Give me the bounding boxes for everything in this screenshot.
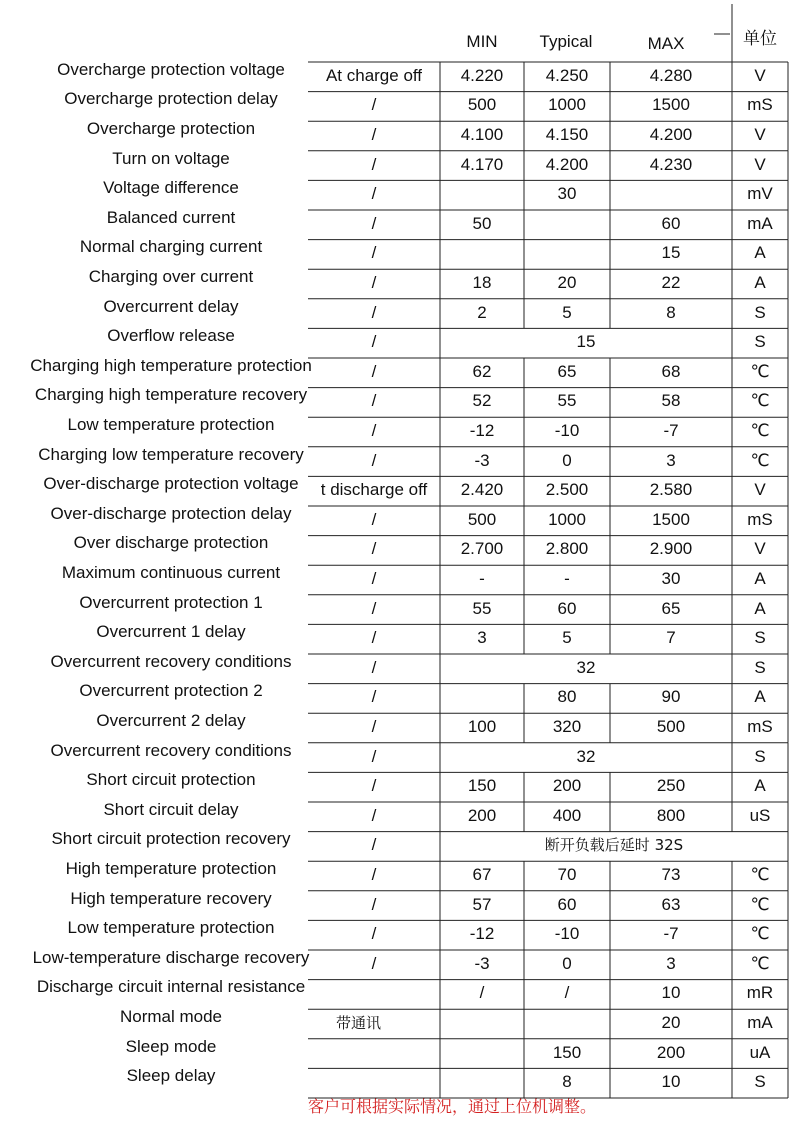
unit-cell: A	[754, 243, 766, 263]
max-value-cell: 15	[661, 243, 681, 263]
param-label: Low temperature protection	[67, 918, 275, 938]
condition-cell: /	[371, 865, 377, 884]
header-max: MAX	[647, 34, 685, 53]
typical-value-cell: 200	[552, 776, 582, 796]
max-value-cell: 20	[661, 1013, 681, 1032]
unit-cell: uS	[749, 805, 771, 825]
param-label: Overcurrent recovery conditions	[50, 740, 292, 760]
min-value-cell: 18	[472, 273, 492, 292]
condition-cell: /	[371, 391, 377, 411]
unit-cell: A	[754, 598, 766, 618]
min-value-cell: 4.100	[460, 125, 504, 144]
param-label: Over discharge protection	[73, 533, 269, 553]
typical-value-cell: -10	[554, 421, 580, 440]
condition-cell: /	[371, 953, 377, 973]
typical-value-cell: 70	[557, 865, 577, 884]
unit-cell: ℃	[750, 953, 770, 973]
condition-cell: /	[371, 598, 377, 618]
typical-value-cell: 0	[562, 953, 572, 973]
min-value-cell: 2.700	[460, 539, 504, 559]
unit-cell: ℃	[750, 361, 770, 381]
typical-value-cell: 65	[557, 361, 577, 381]
max-value-cell: -7	[663, 924, 679, 944]
param-label: Overcharge protection voltage	[57, 59, 285, 79]
unit-cell: ℃	[750, 924, 770, 944]
condition-cell: /	[371, 894, 377, 914]
unit-cell: V	[754, 539, 766, 559]
typical-value-cell: 2.500	[545, 480, 589, 500]
min-value-cell: -12	[469, 421, 495, 440]
max-value-cell: 1500	[652, 509, 690, 529]
max-value-cell: 250	[656, 776, 686, 796]
unit-cell: S	[754, 302, 766, 322]
param-label: Overcurrent 2 delay	[96, 711, 246, 730]
condition-cell: /	[371, 687, 377, 707]
max-value-cell: 22	[661, 273, 681, 292]
param-label: Overflow release	[107, 326, 235, 346]
min-value-cell: 57	[472, 894, 492, 914]
param-label: Discharge circuit internal resistance	[36, 977, 306, 997]
header-min: MIN	[466, 32, 498, 51]
unit-cell: ℃	[750, 450, 770, 470]
max-value-cell: 60	[661, 213, 681, 233]
condition-cell: /	[371, 805, 377, 825]
max-value-cell: 58	[661, 391, 681, 411]
param-label: Low-temperature discharge recovery	[32, 947, 310, 967]
unit-cell: S	[754, 628, 766, 648]
param-label: High temperature protection	[65, 859, 277, 878]
condition-cell: /	[371, 213, 377, 233]
typical-value-cell: 150	[552, 1042, 582, 1062]
max-value-cell: 3	[666, 450, 676, 470]
param-label: Overcurrent recovery conditions	[50, 651, 292, 671]
unit-cell: ℃	[750, 894, 770, 914]
header-unit: 单位	[743, 29, 777, 49]
min-value-cell: 100	[467, 717, 497, 736]
max-value-cell: 68	[661, 361, 681, 381]
condition-cell: /	[371, 509, 377, 529]
min-value-cell: -3	[474, 450, 490, 470]
min-value-cell: 52	[472, 391, 492, 411]
condition-cell: /	[371, 184, 377, 204]
param-label: Short circuit delay	[103, 799, 239, 819]
param-label: Charging high temperature recovery	[34, 385, 308, 405]
min-value-cell: 67	[472, 865, 492, 884]
unit-cell: ℃	[750, 865, 770, 884]
typical-value-cell: 4.200	[545, 154, 589, 174]
condition-cell: At charge off	[325, 65, 423, 85]
condition-cell: 带通讯	[336, 1014, 382, 1032]
max-value-cell: 3	[666, 953, 676, 973]
min-value-cell: -3	[474, 953, 490, 973]
max-value-cell: 90	[661, 687, 681, 707]
typical-value-cell: 5	[562, 302, 572, 322]
condition-cell: /	[371, 243, 377, 263]
max-value-cell: 10	[661, 983, 681, 1003]
condition-cell: /	[371, 717, 377, 736]
param-label: Overcurrent delay	[103, 296, 239, 316]
unit-cell: V	[754, 480, 766, 500]
condition-cell: /	[371, 539, 377, 559]
typical-value-cell: 55	[557, 391, 577, 411]
param-label: Short circuit protection recovery	[51, 829, 291, 849]
condition-cell: /	[371, 628, 377, 648]
unit-cell: A	[754, 687, 766, 707]
unit-cell: S	[754, 657, 766, 677]
typical-value-cell: 400	[552, 805, 582, 825]
param-label: Overcharge protection	[86, 119, 256, 138]
min-value-cell: 3	[477, 628, 487, 648]
min-value-cell: 4.220	[460, 65, 504, 85]
unit-cell: S	[754, 332, 766, 352]
condition-cell: /	[371, 154, 377, 174]
typical-value-cell: 1000	[548, 509, 586, 529]
max-value-cell: 2.580	[649, 480, 693, 500]
param-label: Charging high temperature protection	[30, 355, 312, 375]
param-label: Over-discharge protection delay	[50, 503, 292, 523]
condition-cell: /	[371, 746, 377, 766]
param-label: Low temperature protection	[67, 415, 275, 434]
min-value-cell: 55	[472, 598, 492, 618]
param-label: Sleep mode	[125, 1036, 217, 1056]
unit-cell: mS	[747, 95, 773, 115]
condition-cell: /	[371, 361, 377, 381]
header-typical: Typical	[539, 32, 593, 51]
condition-cell: /	[371, 332, 377, 352]
typical-value-cell: -10	[554, 924, 580, 944]
unit-cell: mV	[747, 184, 773, 204]
unit-cell: ℃	[750, 421, 770, 440]
param-label: Normal mode	[119, 1007, 223, 1026]
unit-cell: uA	[749, 1042, 771, 1062]
condition-cell: /	[371, 125, 377, 144]
max-value-cell: 10	[661, 1072, 681, 1092]
min-value-cell: -	[479, 569, 485, 588]
condition-cell: /	[371, 450, 377, 470]
unit-cell: V	[754, 65, 766, 85]
unit-cell: A	[754, 569, 766, 588]
unit-cell: ℃	[750, 391, 770, 411]
min-value-cell: 2.420	[460, 480, 504, 500]
typical-value-cell: 30	[557, 184, 577, 204]
spanned-value-cell: 32	[576, 657, 596, 677]
condition-cell: /	[371, 569, 377, 588]
footnote: 客户可根据实际情况，通过上位机调整。	[308, 1097, 597, 1116]
typical-value-cell: 5	[562, 628, 572, 648]
condition-cell: /	[371, 302, 377, 322]
max-value-cell: 63	[661, 894, 681, 914]
max-value-cell: 8	[666, 302, 676, 322]
typical-value-cell: 2.800	[545, 539, 589, 559]
unit-cell: A	[754, 273, 766, 292]
max-value-cell: 4.280	[649, 65, 693, 85]
condition-cell: /	[371, 657, 377, 677]
typical-value-cell: 1000	[548, 95, 586, 115]
min-value-cell: 200	[467, 805, 497, 825]
max-value-cell: 200	[656, 1042, 686, 1062]
spanned-value-cell: 32	[576, 746, 596, 766]
typical-value-cell: 4.150	[545, 125, 589, 144]
max-value-cell: 1500	[652, 95, 690, 115]
max-value-cell: 73	[661, 865, 681, 884]
max-value-cell: 65	[661, 598, 681, 618]
condition-cell: /	[371, 924, 377, 944]
unit-cell: mS	[747, 509, 773, 529]
recovery-note-cell: 断开负载后延时 32S	[544, 836, 684, 855]
unit-cell: mS	[747, 717, 773, 736]
min-value-cell: 500	[467, 509, 497, 529]
typical-value-cell: 320	[552, 717, 582, 736]
typical-value-cell: 20	[557, 273, 577, 292]
param-label: Normal charging current	[79, 237, 263, 257]
min-value-cell: -12	[469, 924, 495, 944]
condition-cell: /	[371, 835, 377, 855]
unit-cell: mA	[747, 1013, 773, 1032]
spanned-value-cell: 15	[576, 332, 596, 352]
unit-cell: A	[754, 776, 766, 796]
typical-value-cell: /	[564, 983, 570, 1003]
typical-value-cell: 80	[557, 687, 577, 707]
param-label: Overcurrent protection 1	[79, 592, 263, 612]
typical-value-cell: 0	[562, 450, 572, 470]
param-label: Overcurrent protection 2	[79, 681, 263, 701]
param-label: Balanced current	[106, 207, 236, 227]
min-value-cell: 150	[467, 776, 497, 796]
param-label: Voltage difference	[103, 178, 239, 198]
param-label: Maximum continuous current	[61, 563, 281, 582]
max-value-cell: 800	[656, 805, 686, 825]
unit-cell: S	[754, 746, 766, 766]
max-value-cell: 7	[666, 628, 676, 648]
typical-value-cell: 4.250	[545, 65, 589, 85]
param-label: High temperature recovery	[70, 888, 272, 908]
max-value-cell: 4.200	[649, 125, 693, 144]
max-value-cell: 500	[656, 717, 686, 736]
typical-value-cell: -	[564, 569, 570, 588]
unit-cell: mR	[746, 983, 774, 1003]
unit-cell: V	[754, 154, 766, 174]
param-label: Charging over current	[88, 267, 254, 286]
typical-value-cell: 8	[562, 1072, 572, 1092]
param-label: Short circuit protection	[86, 770, 256, 790]
param-label: Overcurrent 1 delay	[96, 622, 246, 642]
max-value-cell: -7	[663, 421, 679, 440]
condition-cell: /	[371, 776, 377, 796]
min-value-cell: 2	[477, 302, 487, 322]
param-label: Over-discharge protection voltage	[43, 474, 299, 494]
param-label: Sleep delay	[126, 1066, 216, 1086]
min-value-cell: 50	[472, 213, 492, 233]
param-label: Turn on voltage	[112, 148, 230, 168]
max-value-cell: 30	[661, 569, 681, 588]
min-value-cell: /	[479, 983, 485, 1003]
unit-cell: V	[754, 125, 766, 144]
condition-cell: /	[371, 273, 377, 292]
max-value-cell: 4.230	[649, 154, 693, 174]
typical-value-cell: 60	[557, 894, 577, 914]
condition-cell: /	[371, 421, 377, 440]
typical-value-cell: 60	[557, 598, 577, 618]
unit-cell: mA	[747, 213, 773, 233]
param-label: Overcharge protection delay	[64, 89, 278, 109]
min-value-cell: 500	[467, 95, 497, 115]
param-label: Charging low temperature recovery	[38, 444, 304, 464]
min-value-cell: 4.170	[460, 154, 504, 174]
condition-cell: /	[371, 95, 377, 115]
max-value-cell: 2.900	[649, 539, 693, 559]
min-value-cell: 62	[472, 361, 492, 381]
condition-cell: t discharge off	[320, 480, 428, 500]
unit-cell: S	[754, 1072, 766, 1092]
